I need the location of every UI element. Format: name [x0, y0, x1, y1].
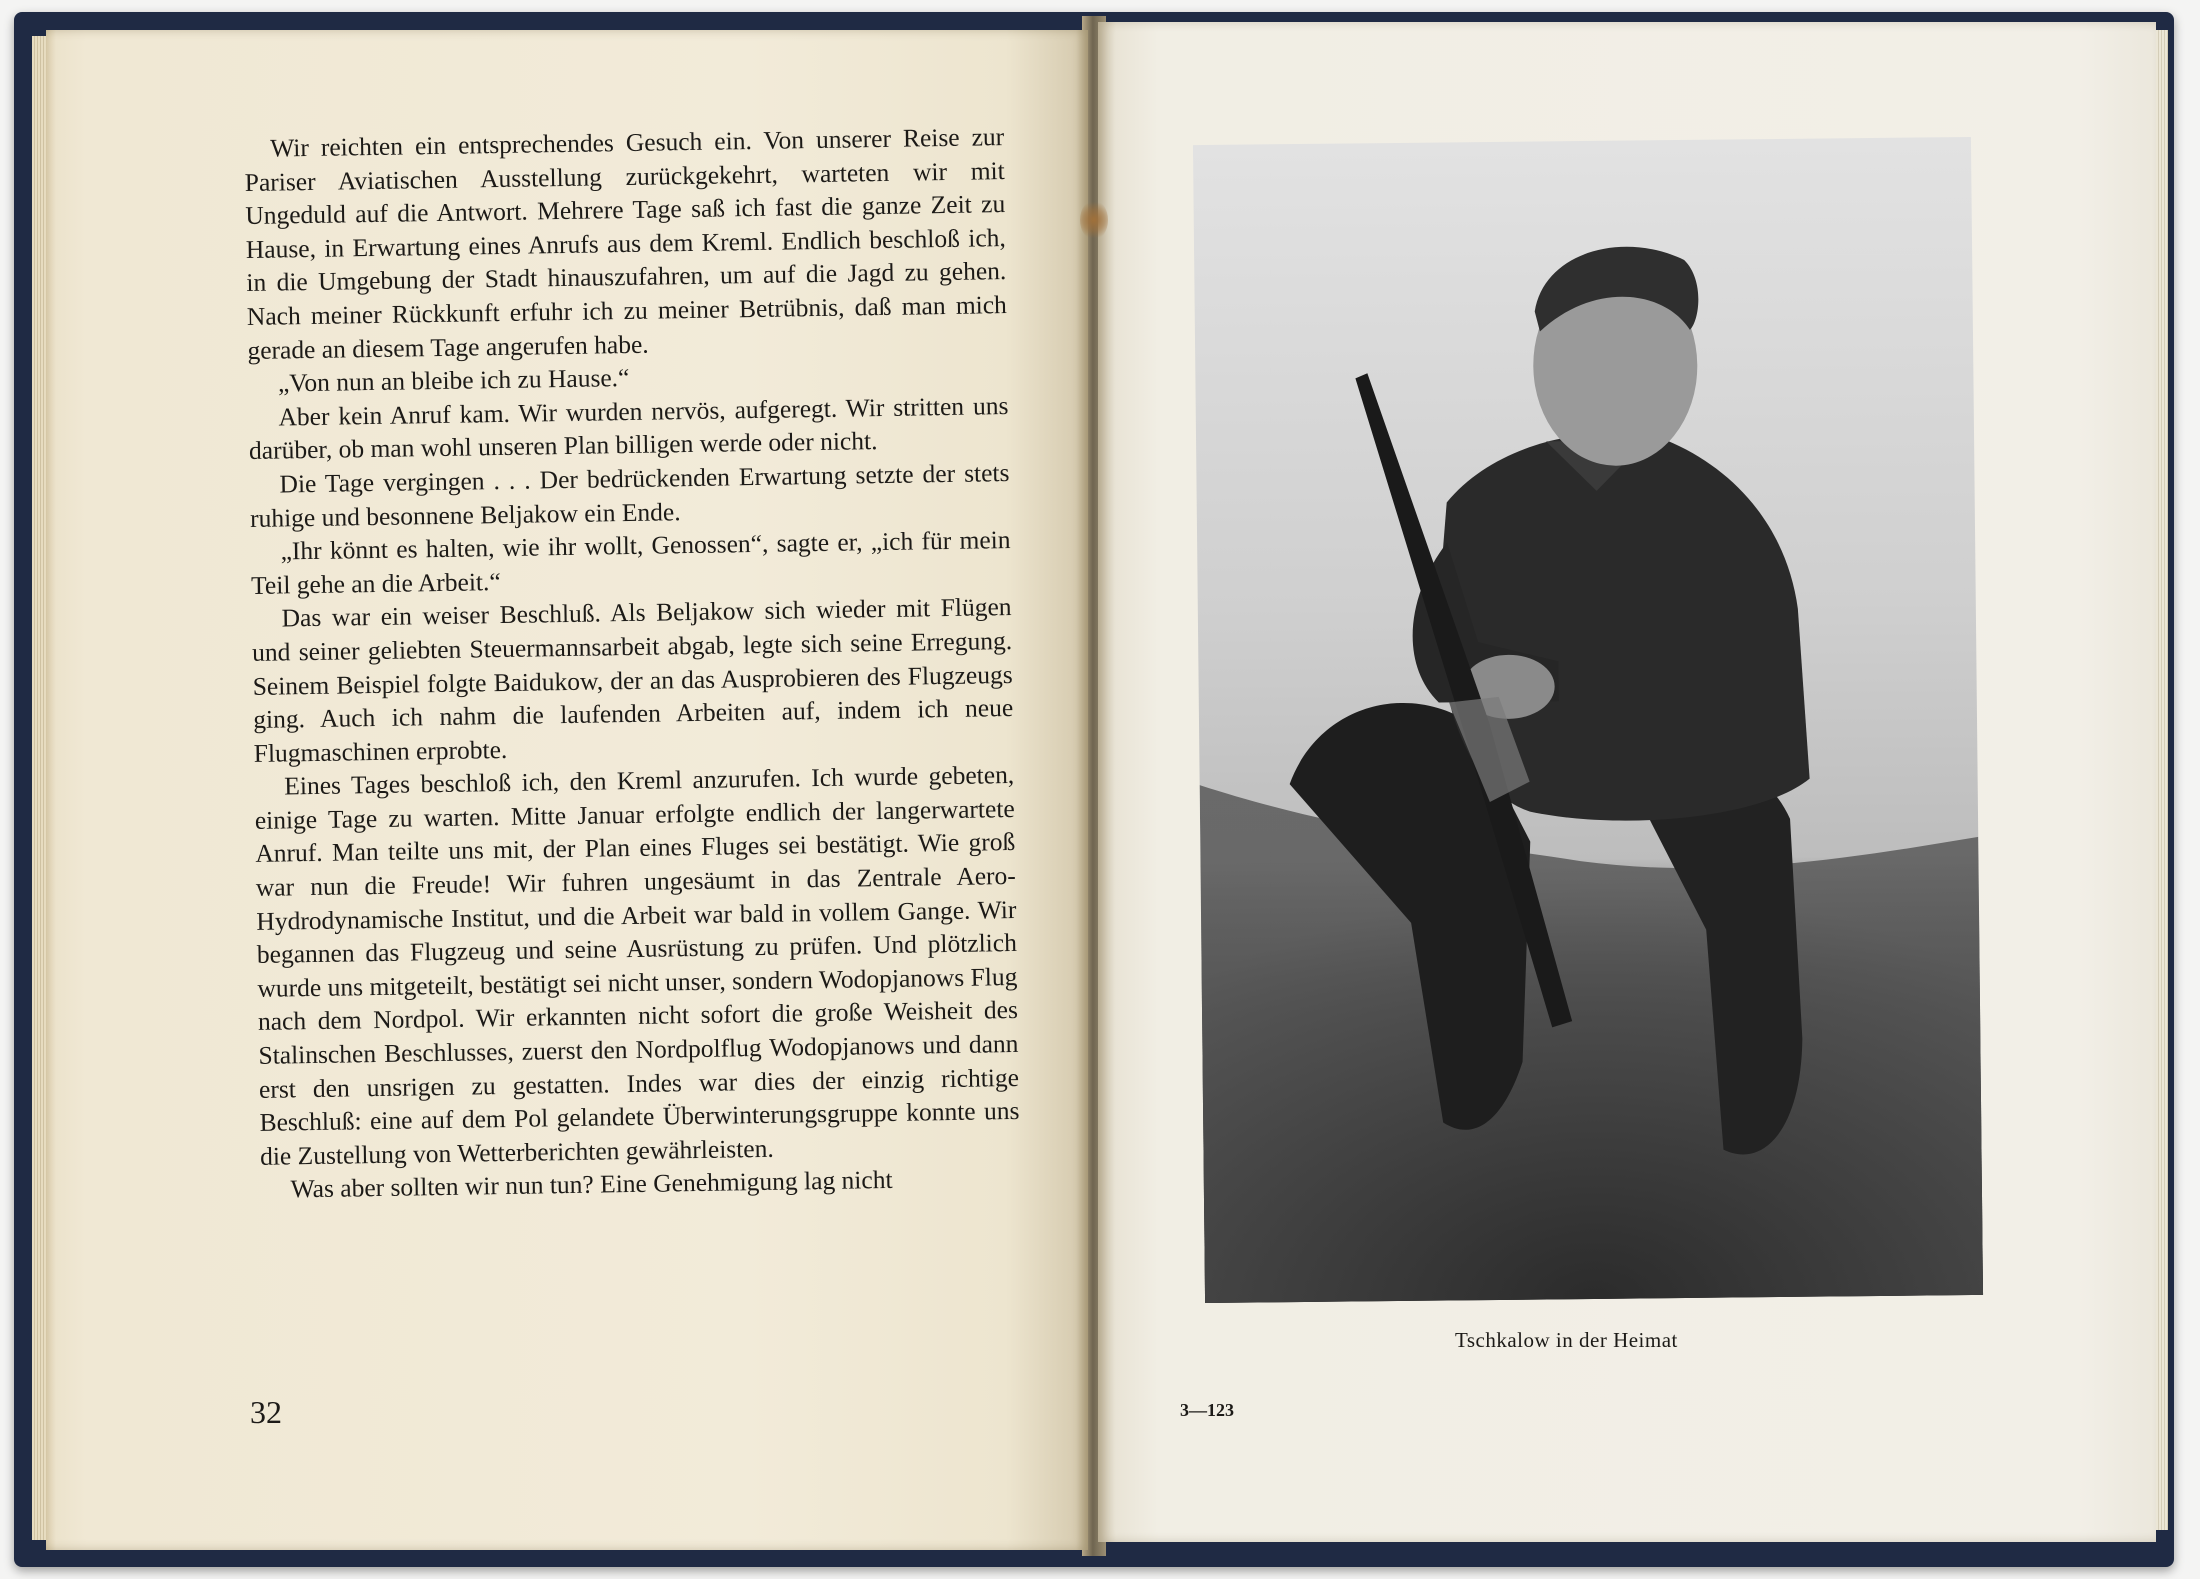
portrait-illustration: [1193, 137, 1983, 1303]
paragraph-7: Eines Tages beschloß ich, den Kreml anzurufen. Ich wurde gebeten, einige Tage zu warten. Mitte Januar erfolgte endlich der langerwartete Anruf. Man teilte uns mit, der Plan eines Fluges sei bestätigt. Wie groß war nun die Freude! Wir fuhren ungesäumt in das Zentrale Aero-Hydrodynamische Institut, und die Arbeit war bald in vollem Gange. Wir begannen das Flugzeug und seine Ausrüstung zu prüfen. Und plötzlich wurde uns mitgeteilt, bestätigt sei nicht unser, sondern Wodopjanows Flug nach dem Nordpol. Wir erkannten nicht sofort die große Weisheit des Stalinschen Beschlusses, zuerst den Nordpolflug Wodopjanows und dann erst den unsrigen zu gestatten. Indes war dies der einzig richtige Beschluß: eine auf dem Pol gelandete Überwinterungsgruppe konnte uns die Zustellung von Wetterberichten gewährleisten.: [254, 760, 1020, 1171]
page-number-left: 32: [250, 1394, 282, 1430]
printer-signature: 3—123: [1180, 1400, 1234, 1420]
portrait-photo: [1193, 137, 1983, 1303]
paragraph-5: „Ihr könnt es halten, wie ihr wollt, Genossen“, sagte er, „ich für mein Teil gehe an die Arbeit.“: [250, 525, 1011, 600]
photo-caption: Tschkalow in der Heimat: [1455, 1328, 1678, 1352]
paragraph-1: Wir reichten ein entsprechendes Gesuch ein. Von unserer Reise zur Pariser Aviatischen Ausstellung zurückgekehrt, warteten wir mit Ungeduld auf die Antwort. Mehrere Tage saß ich fast die ganze Zeit zu Hause, in Erwartung eines Anrufs aus dem Kreml. Endlich beschloß ich, in die Umgebung der Stadt hinauszufahren, um auf die Jagd zu gehen. Nach meiner Rückkunft erfuhr ich zu meiner Betrübnis, daß man mich gerade an diesem Tage angerufen habe.: [244, 122, 1008, 365]
left-page-text: [244, 120, 1021, 1207]
paragraph-3: Aber kein Anruf kam. Wir wurden nervös, aufgeregt. Wir stritten uns darüber, ob man wohl unseren Plan billigen werde oder nicht.: [248, 390, 1009, 466]
paragraph-6: Das war ein weiser Beschluß. Als Beljakow sich wieder mit Flügen und seiner geliebten Steuermannsarbeit abgab, legte sich seine Erregung. Seinem Beispiel folgte Baidukow, der an das Ausprobieren des Flugzeugs ging. Auch ich nahm die laufenden Arbeiten auf, indem ich neue Flugmaschinen erprobte.: [251, 592, 1014, 768]
paragraph-8: Was aber sollten wir nun tun? Eine Genehmigung lag nicht: [290, 1165, 893, 1204]
page-stain: [1080, 200, 1108, 240]
paragraph-4: Die Tage vergingen . . . Der bedrückenden Erwartung setzte der stets ruhige und besonnene Beljakow ein Ende.: [249, 457, 1010, 533]
paragraph-2: „Von nun an bleibe ich zu Hause.“: [277, 363, 630, 398]
